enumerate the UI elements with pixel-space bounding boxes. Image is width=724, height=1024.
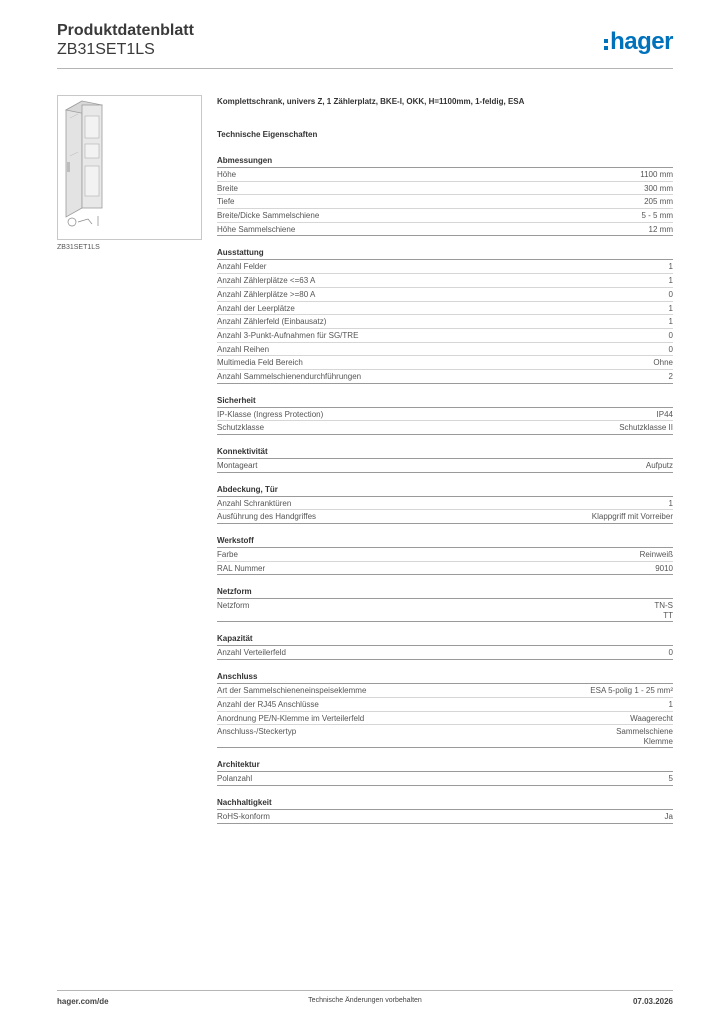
spec-label: Polanzahl [217,774,253,784]
spec-label: Anzahl Reihen [217,344,270,354]
image-caption: ZB31SET1LS [57,244,100,251]
section-title: Nachhaltigkeit [217,798,673,810]
spec-row [217,302,673,316]
spec-value: Schutzklasse II [619,423,673,433]
spec-value: 0 [668,289,673,299]
spec-value: 1 [668,498,673,508]
page-title: Produktdatenblatt [57,22,194,39]
spec-section [217,672,673,748]
spec-label: Anzahl Zählerplätze >=80 A [217,289,316,299]
spec-value: 1 [668,262,673,272]
spec-row [217,698,673,712]
spec-label: Schutzklasse [217,423,265,433]
spec-label: Multimedia Feld Bereich [217,358,303,368]
spec-section [217,634,673,660]
spec-row [217,459,673,473]
spec-row [217,182,673,196]
spec-row [217,646,673,660]
section-title: Abdeckung, Tür [217,485,673,497]
spec-value: 300 mm [644,183,673,193]
spec-value: 5 - 5 mm [641,211,673,221]
spec-row [217,356,673,370]
spec-value: Reinweiß [639,550,673,560]
spec-row [217,725,673,748]
spec-row [217,343,673,357]
spec-label: Ausführung des Handgriffes [217,512,317,522]
spec-label: RoHS-konform [217,811,270,821]
spec-value: 1 [668,276,673,286]
spec-label: Anordnung PE/N-Klemme im Verteilerfeld [217,713,365,723]
spec-label: Anzahl der RJ45 Anschlüsse [217,699,319,709]
spec-value: ESA 5-polig 1 - 25 mm² [590,686,673,696]
section-title: Kapazität [217,634,673,646]
spec-value: 0 [668,330,673,340]
spec-section [217,485,673,524]
spec-value: 1 [668,317,673,327]
spec-value: TN-S TT [654,601,673,621]
spec-row [217,274,673,288]
spec-label: Anzahl Schranktüren [217,498,292,508]
spec-value: 12 mm [648,224,673,234]
section-title: Anschluss [217,672,673,684]
spec-value: Ja [664,811,673,821]
section-title: Werkstoff [217,536,673,548]
spec-content [217,96,673,824]
footer-divider [57,990,673,991]
spec-label: Anschluss-/Steckertyp [217,727,297,737]
product-description: Komplettschrank, univers Z, 1 Zählerplatz, BKE-I, OKK, H=1100mm, 1-feldig, ESA [217,97,525,106]
tech-heading: Technische Eigenschaften [217,130,318,139]
spec-row [217,408,673,422]
footer-website-link[interactable]: hager.com/de [57,997,109,1006]
header-divider [57,68,673,69]
spec-section [217,798,673,824]
spec-value: 0 [668,648,673,658]
spec-value: Waagerecht [630,713,673,723]
spec-label: IP-Klasse (Ingress Protection) [217,409,324,419]
spec-label: Montageart [217,461,258,470]
spec-row [217,288,673,302]
spec-label: Anzahl Sammelschienendurchführungen [217,371,362,381]
spec-row [217,370,673,384]
spec-row [217,195,673,209]
spec-label: Anzahl der Leerplätze [217,303,295,313]
product-image [57,95,202,240]
spec-row [217,315,673,329]
spec-label: Anzahl 3-Punkt-Aufnahmen für SG/TRE [217,330,359,340]
spec-label: Höhe [217,170,237,179]
spec-value: 1100 mm [640,170,673,179]
spec-value: Klappgriff mit Vorreiber [591,512,673,522]
spec-value: 205 mm [644,197,673,207]
spec-section [217,248,673,383]
section-title: Abmessungen [217,156,673,168]
spec-row [217,599,673,622]
spec-section [217,396,673,435]
spec-label: Netzform [217,601,250,611]
spec-value: Ohne [653,358,673,368]
spec-label: Anzahl Zählerfeld (Einbausatz) [217,317,327,327]
spec-row [217,548,673,562]
footer-disclaimer: Technische Änderungen vorbehalten [308,997,422,1004]
logo-text: hager [610,28,673,55]
spec-label: Anzahl Verteilerfeld [217,648,286,658]
spec-label: Breite [217,183,238,193]
spec-label: Anzahl Zählerplätze <=63 A [217,276,316,286]
spec-label: Tiefe [217,197,235,207]
spec-label: Art der Sammelschieneneinspeiseklemme [217,686,367,696]
product-code: ZB31SET1LS [57,41,155,58]
cabinet-illustration [58,96,201,239]
section-title: Netzform [217,587,673,599]
spec-label: Farbe [217,550,238,560]
section-title: Architektur [217,760,673,772]
spec-row [217,497,673,511]
spec-row [217,260,673,274]
spec-label: Höhe Sammelschiene [217,224,296,234]
spec-value: 5 [668,774,673,784]
spec-value: Aufputz [645,461,673,470]
spec-row [217,684,673,698]
spec-section [217,156,673,236]
spec-sections [217,156,673,824]
spec-value: 9010 [655,563,673,573]
spec-row [217,329,673,343]
spec-row [217,510,673,524]
spec-row [217,223,673,237]
spec-value: 1 [668,699,673,709]
spec-section [217,447,673,473]
footer-date: 07.03.2026 [632,997,673,1006]
spec-value: 0 [668,344,673,354]
section-title: Konnektivität [217,447,673,459]
spec-row [217,810,673,824]
logo-dots-icon [604,39,608,50]
spec-row [217,209,673,223]
spec-row [217,562,673,576]
spec-row [217,712,673,726]
spec-value: 2 [668,371,673,381]
spec-value: 1 [668,303,673,313]
spec-row [217,772,673,786]
spec-value: IP44 [656,409,673,419]
spec-label: RAL Nummer [217,563,266,573]
spec-label: Anzahl Felder [217,262,267,272]
spec-label: Breite/Dicke Sammelschiene [217,211,320,221]
spec-section [217,536,673,575]
hager-logo [604,28,673,56]
section-title: Ausstattung [217,248,673,260]
spec-section [217,587,673,622]
spec-section [217,760,673,786]
page-header [57,20,673,70]
spec-row [217,421,673,435]
section-title: Sicherheit [217,396,673,408]
spec-value: Sammelschiene Klemme [616,727,673,747]
spec-row [217,168,673,182]
